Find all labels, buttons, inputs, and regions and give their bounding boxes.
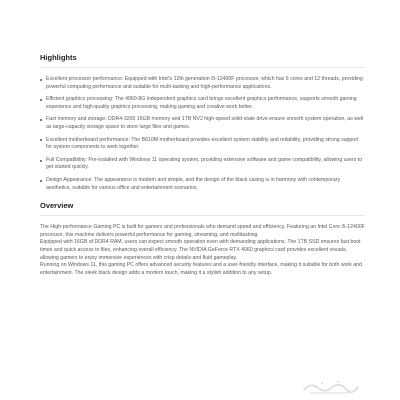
overview-paragraph: Equipped with 16GB of DDR4 RAM, users can expect smooth operation even with demanding applications. The 1TB SSD ensures fast boot times and quick access to files, enhancing overall efficiency. The NVIDIA GeForce RTX 4060 graphics card provides excellent visuals, allowing gamers to enjoy immersive experiences with crisp details and fluid gameplay. <box>40 239 361 261</box>
highlight-item: Full Compatibility: Pre-installed with Windows 11 operating system, providing extensive software and game compatibility, allowing users to get started quickly. <box>40 157 365 172</box>
highlight-item: Design Appearance: The appearance is modern and simple, and the design of the black casing is in harmony with contemporary aesthetics, suitable for various office and entertainment scenarios. <box>40 177 365 192</box>
overview-paragraph: The High-performance Gaming PC is built for gamers and professionals who demand speed and efficiency. Featuring an Intel Core i5-12400F processor, this machine delivers powerful performance for gaming, streaming, and multitasking. <box>40 224 365 238</box>
highlights-list <box>40 76 365 192</box>
highlight-item: Excellent processor performance: Equipped with Intel's 12th generation i5-12400F processor, which has 6 cores and 12 threads, providing powerful computing performance and suitable for multi-tasking and high-performance applications. <box>40 76 365 91</box>
overview-section <box>40 198 365 277</box>
highlights-divider <box>40 67 365 68</box>
overview-title: Overview <box>40 201 74 211</box>
highlight-item: Fast memory and storage: DDR4-3200 16GB memory and 1TB NV2 high-speed solid-state drive ensure smooth system operation, as well as large-capacity storage space to store large files and games. <box>40 116 365 131</box>
overview-paragraph: Running on Windows 11, this gaming PC offers advanced security features and a user-friendly interface, making it suitable for both work and entertainment. The sleek black design adds a modern touch, making it a stylish addition to any setup. <box>40 262 362 276</box>
overview-divider <box>40 215 365 216</box>
highlight-item: Efficient graphics processing: The 4060-8G independent graphics card brings excellent graphics performance, supports smooth gaming experience and high-quality graphics processing, making gaming and creative work better. <box>40 96 365 111</box>
product-description <box>40 50 365 277</box>
highlights-title: Highlights <box>40 53 77 62</box>
highlight-item: Excellent motherboard performance: The B610M motherboard provides excellent system stability and reliability, providing strong support for system components to work together. <box>40 137 365 152</box>
watermark-logo-icon <box>300 378 360 396</box>
